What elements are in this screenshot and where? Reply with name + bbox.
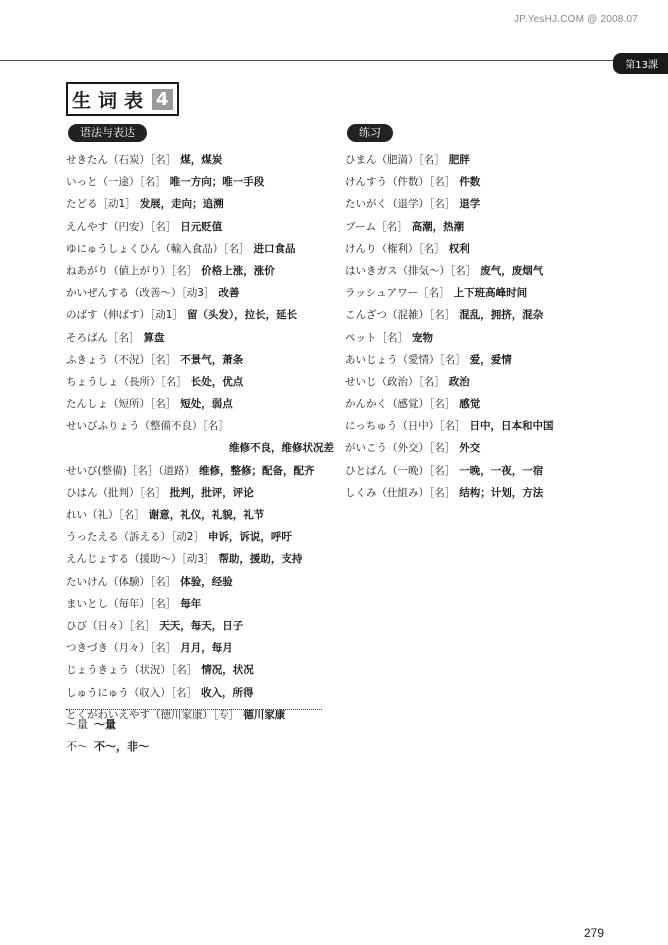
vocab-entry	[66, 437, 334, 459]
suffix-word: 不～	[66, 740, 88, 753]
vocab-meaning: 煤，煤炭	[180, 154, 223, 166]
vocab-entry	[66, 193, 334, 215]
vocab-meaning: 进口食品	[253, 242, 296, 255]
vocab-meaning: 维修，整修；配备，配齐	[198, 464, 315, 477]
vocab-word: にっちゅう（日中）［名］	[345, 420, 466, 433]
vocab-entry	[345, 349, 595, 371]
vocab-word: ひはん（批判）［名］	[66, 486, 166, 499]
vocab-word: ゆにゅうしょくひん（輸入食品）［名］	[66, 242, 250, 255]
vocab-word: つきづき（月々）［名］	[66, 642, 177, 655]
vocab-meaning: 申诉，诉说，呼吁	[207, 531, 292, 544]
vocab-entry	[345, 393, 595, 415]
vocab-entry	[66, 327, 334, 349]
section-grammar-expression: 语法与表达	[68, 124, 147, 142]
vocab-meaning: 上下班高峰时间	[453, 287, 528, 300]
vocab-meaning: 废气，废烟气	[480, 264, 544, 277]
vocab-word: ペット［名］	[345, 331, 408, 344]
vocab-word: せきたん（石炭）［名］	[66, 154, 177, 166]
vocab-word: はいきガス（排気～）［名］	[345, 264, 477, 277]
vocab-word: せいび(整備)［名］（道路）	[66, 464, 195, 477]
vocab-word: せいびふりょう（整備不良）［名］	[66, 420, 229, 433]
vocab-meaning: 长处，优点	[190, 375, 244, 388]
vocab-word: とくがわいえやす（徳川家康）［专］	[66, 708, 240, 721]
vocab-word: かんかく（感覚）［名］	[345, 398, 456, 411]
vocab-entry	[345, 327, 595, 349]
vocab-title	[66, 82, 179, 116]
vocab-word: けんすう（件数）［名］	[345, 176, 456, 189]
vocab-entry	[66, 460, 334, 482]
vocab-entry	[66, 260, 334, 282]
vocab-meaning: 每年	[180, 597, 202, 610]
vocab-word: たんしょ（短所）［名］	[66, 398, 177, 411]
vocab-meaning: 唯一方向；唯一手段	[169, 176, 265, 189]
vocab-entry	[66, 637, 334, 659]
vocab-entry	[345, 193, 595, 215]
vocab-entry	[66, 238, 334, 260]
vocab-word: がいこう（外交）［名］	[345, 442, 456, 455]
vocab-word: そろばん［名］	[66, 331, 140, 344]
vocab-word: ラッシュアワー［名］	[345, 287, 450, 300]
vocab-word: いっと（一途）［名］	[66, 176, 166, 189]
vocab-title-text: 生词表	[72, 89, 151, 112]
vocab-word: けんり（権利）［名］	[345, 242, 445, 255]
vocab-word: えんじょする（援助～）［动3］	[66, 553, 215, 566]
vocab-meaning: 宠物	[412, 331, 433, 344]
vocab-meaning: 权利	[448, 242, 470, 255]
vocab-meaning: 外交	[459, 442, 481, 455]
vocab-word: しくみ（仕組み）［名］	[345, 486, 456, 499]
vocab-entry	[66, 526, 334, 548]
vocab-word: たいがく（退学）［名］	[345, 198, 456, 211]
header-rule	[0, 60, 668, 61]
vocab-meaning: 发展，走向；追溯	[139, 198, 224, 211]
vocab-meaning: 爱，爱情	[469, 353, 512, 366]
vocab-word: たいけん（体験）［名］	[66, 575, 177, 588]
vocab-word: れい（礼）［名］	[66, 509, 145, 521]
vocab-entry	[66, 682, 334, 704]
vocab-meaning: 收入，所得	[201, 686, 254, 699]
vocab-meaning: 天天，每天，日子	[159, 619, 244, 632]
vocab-entry	[66, 149, 334, 171]
vocab-meaning: 政治	[448, 375, 470, 388]
vocab-entry	[345, 216, 595, 238]
suffix-meaning: 不～，非～	[94, 740, 149, 753]
vocab-meaning: 批判，批评，评论	[169, 486, 254, 499]
vocab-meaning: 一晚，一夜，一宿	[459, 464, 544, 477]
left-vocab-list	[66, 149, 334, 726]
suffix-entry	[66, 716, 116, 732]
vocab-word: じょうきょう（状況）［名］	[66, 664, 198, 677]
vocab-word: ひび（日々）［名］	[66, 619, 156, 632]
vocab-entry	[66, 216, 334, 238]
vocab-word: こんざつ（混雑）［名］	[345, 309, 456, 322]
vocab-entry	[66, 659, 334, 681]
vocab-entry	[345, 460, 595, 482]
vocab-entry	[66, 282, 334, 304]
vocab-entry	[345, 171, 595, 193]
vocab-meaning: 留（头发），拉长，延长	[186, 309, 298, 322]
page-number: 279	[584, 926, 605, 940]
lesson-tab: 第13課	[613, 53, 668, 74]
vocab-word: ひまん（肥満）［名］	[345, 154, 445, 166]
vocab-meaning: 情况，状况	[201, 664, 254, 677]
vocab-meaning: 帮助，援助，支持	[218, 553, 303, 566]
vocab-title-number: 4	[152, 89, 173, 110]
vocab-entry	[345, 260, 595, 282]
vocab-word: せいじ（政治）［名］	[345, 375, 445, 388]
vocab-entry	[66, 504, 334, 526]
vocab-entry	[345, 371, 595, 393]
vocab-meaning: 件数	[459, 176, 481, 189]
vocab-meaning: 算盘	[143, 331, 165, 344]
vocab-word: ふきょう（不況）［名］	[66, 353, 177, 366]
vocab-meaning: 日元贬值	[180, 220, 223, 233]
right-vocab-list	[345, 149, 595, 504]
vocab-entry	[66, 415, 334, 437]
vocab-entry	[66, 349, 334, 371]
vocab-entry	[345, 282, 595, 304]
vocab-entry	[66, 393, 334, 415]
vocab-word: しゅうにゅう（収入）［名］	[66, 686, 198, 699]
vocab-word: あいじょう（愛情）［名］	[345, 353, 466, 366]
vocab-entry	[66, 371, 334, 393]
vocab-word: ひとばん（一晩）［名］	[345, 464, 456, 477]
vocab-word: ちょうしょ（長所）［名］	[66, 375, 187, 388]
suffix-word: ～量	[66, 718, 88, 731]
section-exercise: 练习	[347, 124, 393, 142]
vocab-entry	[345, 482, 595, 504]
watermark: JP.YesHJ.COM @ 2008.07	[513, 14, 638, 25]
vocab-entry	[66, 482, 334, 504]
vocab-entry	[345, 304, 595, 326]
vocab-entry	[66, 171, 334, 193]
vocab-meaning: 结构；计划，方法	[459, 486, 544, 499]
vocab-meaning: 短处，弱点	[180, 398, 233, 411]
vocab-meaning: 不景气，萧条	[180, 353, 244, 366]
vocab-entry	[345, 437, 595, 459]
vocab-word: えんやす（円安）［名］	[66, 220, 177, 233]
vocab-meaning: 高潮，热潮	[411, 220, 465, 233]
vocab-entry	[345, 238, 595, 260]
vocab-meaning: 价格上涨，涨价	[201, 264, 275, 277]
vocab-entry	[345, 149, 595, 171]
vocab-word: のばす（伸ばす）［动1］	[66, 309, 183, 322]
vocab-entry	[66, 593, 334, 615]
vocab-entry	[66, 304, 334, 326]
suffix-meaning: ～量	[94, 718, 116, 731]
vocab-meaning: 感觉	[459, 398, 481, 411]
suffix-entry	[66, 738, 149, 754]
vocab-meaning: 肥胖	[448, 154, 470, 166]
vocab-word: ねあがり（値上がり）［名］	[66, 264, 198, 277]
vocab-meaning: 谢意，礼仪，礼貌，礼节	[148, 509, 265, 521]
vocab-meaning: 混乱，拥挤，混杂	[459, 309, 544, 322]
vocab-entry	[66, 615, 334, 637]
vocab-meaning: 维修不良，维修状况差	[229, 442, 334, 455]
dotted-separator	[66, 709, 322, 710]
vocab-entry	[66, 571, 334, 593]
vocab-meaning: 改善	[218, 287, 240, 300]
vocab-meaning: 月月，每月	[180, 642, 233, 655]
vocab-word: うったえる（訴える）［动2］	[66, 531, 204, 544]
vocab-word: ブーム［名］	[345, 220, 408, 233]
vocab-word: まいとし（毎年）［名］	[66, 597, 177, 610]
vocab-word: たどる［动1］	[66, 198, 136, 211]
vocab-meaning: 德川家康	[243, 708, 286, 721]
vocab-entry	[66, 548, 334, 570]
vocab-word: かいぜんする（改善～）［动3］	[66, 287, 215, 300]
vocab-meaning: 退学	[459, 198, 481, 211]
vocab-entry	[345, 415, 595, 437]
vocab-meaning: 日中，日本和中国	[469, 420, 554, 433]
vocab-meaning: 体验，经验	[180, 575, 233, 588]
